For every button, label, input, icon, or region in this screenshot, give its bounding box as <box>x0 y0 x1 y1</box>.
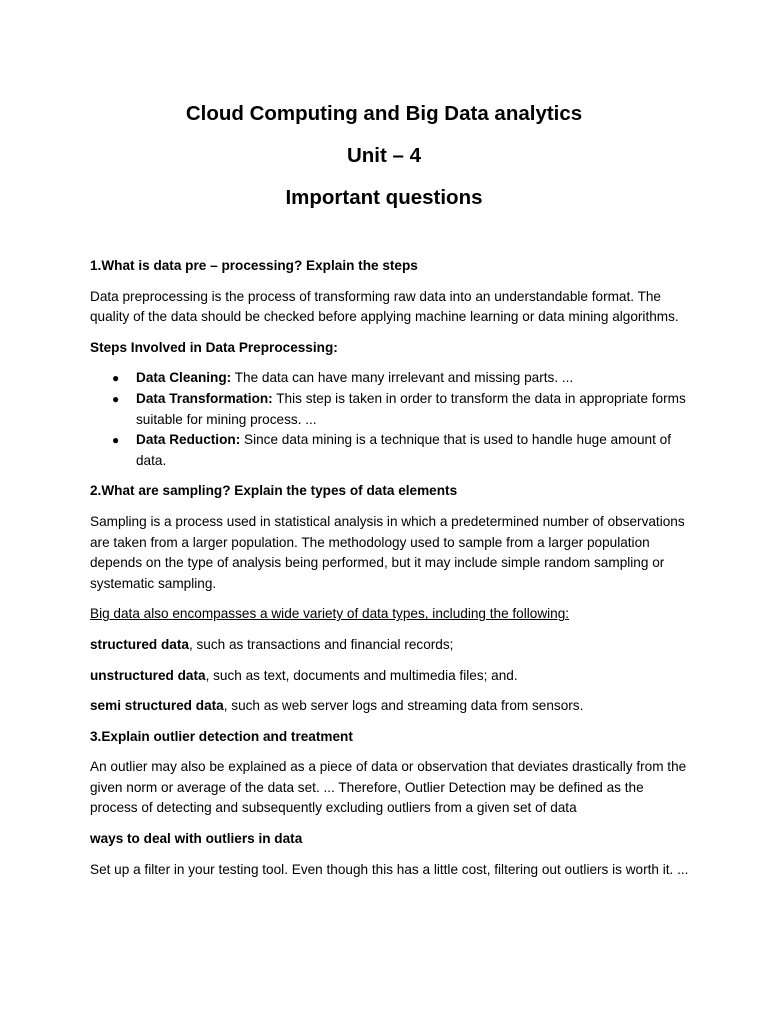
data-type-term: structured data <box>90 636 189 652</box>
data-type-text: , such as web server logs and streaming data from sensors. <box>223 698 584 714</box>
list-item <box>90 368 690 389</box>
unit-heading: Unit – 4 <box>346 144 422 167</box>
list-item <box>90 430 690 471</box>
data-type-text: , such as text, documents and multimedia files; and. <box>205 667 518 683</box>
data-type-item <box>90 696 690 717</box>
step-text: Since data mining is a technique that is used to handle huge amount of data. <box>136 432 671 468</box>
data-type-text: , such as transactions and financial records; <box>188 636 454 652</box>
steps-heading: Steps Involved in Data Preprocessing: <box>90 339 338 355</box>
step-term: Data Reduction: <box>136 432 241 448</box>
bullet-icon: ● <box>112 391 120 406</box>
question-2-intro: Sampling is a process used in statistical analysis in which a predetermined number of observations are taken from a larger population. The methodology used to sample from a larger population depends on the type of analysis being performed, but it may include simple random sampling or systematic sampling. <box>90 513 685 591</box>
title-block <box>90 93 678 219</box>
step-term: Data Cleaning: <box>136 370 232 386</box>
outlier-ways-text: Set up a filter in your testing tool. Even though this has a little cost, filtering out outliers is worth it. ... <box>90 861 689 877</box>
data-type-item <box>90 666 690 687</box>
document-subtitle: Important questions <box>285 186 483 209</box>
document-body <box>90 256 690 890</box>
step-text: The data can have many irrelevant and missing parts. ... <box>231 370 574 386</box>
bullet-icon: ● <box>112 371 120 386</box>
question-1-intro: Data preprocessing is the process of transforming raw data into an understandable format. The quality of the data should be checked before applying machine learning or data mining algorithms. <box>90 288 679 325</box>
question-2-heading: 2.What are sampling? Explain the types of data elements <box>90 483 458 499</box>
question-3-intro: An outlier may also be explained as a piece of data or observation that deviates drastically from the given norm or average of the data set. ... Therefore, Outlier Detection may be defined as the process of detecting and subsequently excluding outliers from a given set of data <box>90 759 687 816</box>
data-type-item <box>90 635 690 656</box>
question-1-heading: 1.What is data pre – processing? Explain the steps <box>90 258 418 273</box>
data-type-term: semi structured data <box>90 698 224 714</box>
data-types-heading: Big data also encompasses a wide variety of data types, including the following: <box>90 606 570 622</box>
question-3-heading: 3.Explain outlier detection and treatment <box>90 728 353 744</box>
step-term: Data Transformation: <box>136 390 273 406</box>
document-page <box>90 0 690 1024</box>
preprocessing-steps-list <box>90 368 690 471</box>
bullet-icon: ● <box>112 433 120 448</box>
outlier-ways-heading: ways to deal with outliers in data <box>90 831 303 847</box>
step-text: This step is taken in order to transform the data in appropriate forms suitable for mining process. ... <box>136 390 686 427</box>
document-title: Cloud Computing and Big Data analytics <box>185 102 583 125</box>
data-type-term: unstructured data <box>90 667 206 683</box>
list-item <box>90 389 690 430</box>
